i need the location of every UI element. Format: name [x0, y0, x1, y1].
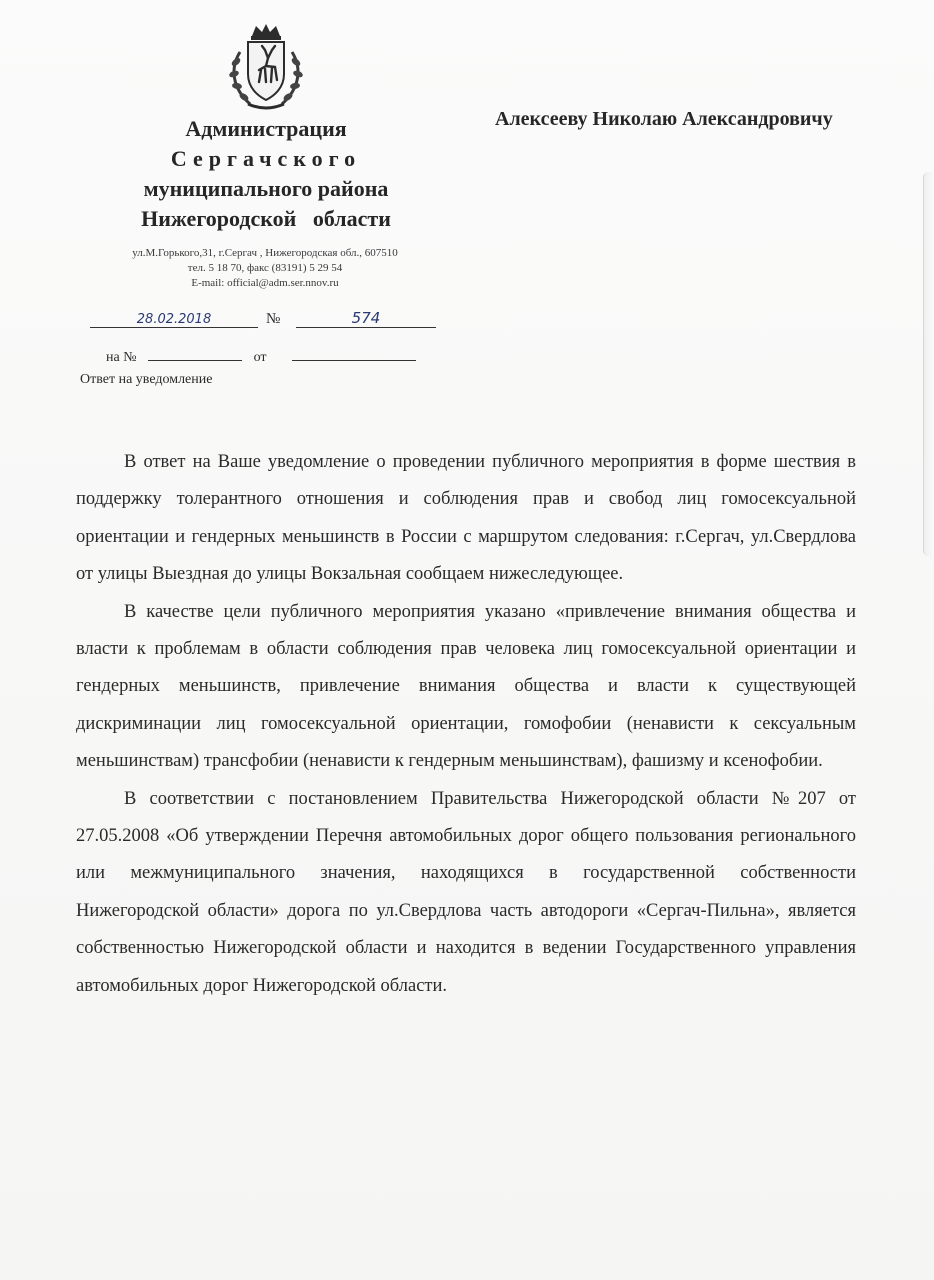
outgoing-date: 28.02.2018 [90, 312, 258, 328]
body-paragraph: В ответ на Ваше уведомление о проведении публичного мероприятия в форме шествия в поддержку толерантного отношения и соблюдения прав и свобод лиц гомосексуальной ориентации и гендерных меньшинств в России с маршрутом следования: г.Сергач, ул.Свердлова от улицы Выездная до улицы Вокзальная сообщаем нижеследующее. [76, 452, 856, 585]
letterhead-organization [96, 114, 436, 234]
body-paragraph: В соответствии с постановлением Правительства Нижегородской области №207 от 27.05.2008 «Об утверждении Перечня автомобильных дорог общего пользования регионального или межмуниципального значения, находящихся в государственной собственности Нижегородской области» дорога по ул.Свердлова часть автодороги «Сергач-Пильна», является собственностью Нижегородской области и находится в ведении Государственного управления автомобильных дорог Нижегородской области. [76, 788, 856, 996]
number-label: № [266, 311, 281, 327]
ref-number-blank [148, 360, 242, 361]
body-paragraph: В качестве цели публичного мероприятия указано «привлечение внимания общества и власти к проблемам в области соблюдения прав человека лиц гомосексуальной ориентации и гендерных меньшинств, привлечение внимания общества и власти к существующей дискриминации лиц гомосексуальной ориентации, гомофобии (ненависти к сексуальным меньшинствам) трансфобии (ненависти к гендерным меньшинствам), фашизму и ксенофобии. [76, 601, 856, 772]
org-title: Администрация [185, 116, 347, 141]
org-phone: тел. 5 18 70, факс (83191) 5 29 54 [187, 262, 343, 274]
ref-number-label: на № [106, 350, 137, 365]
ref-date-blank [292, 360, 416, 361]
registration-line [90, 304, 440, 332]
coat-of-arms-emblem [222, 22, 310, 112]
org-region: Нижегородской области [141, 206, 391, 231]
reference-line [106, 350, 436, 366]
addressee-name: Алексееву Николаю Александровичу [495, 108, 833, 130]
ref-from-label: от [253, 350, 267, 365]
outgoing-number: 574 [296, 309, 436, 328]
letterhead-contacts [82, 246, 448, 291]
org-district-type: муниципального района [143, 176, 389, 201]
org-email: E-mail: official@adm.ser.nnov.ru [191, 277, 339, 289]
org-district-name: Сергачского [170, 146, 362, 171]
letter-body [76, 444, 856, 1005]
org-address: ул.М.Горького,31, г.Сергач , Нижегородская обл., 607510 [132, 247, 398, 259]
reply-note: Ответ на уведомление [80, 372, 213, 387]
scroll-indicator[interactable] [923, 172, 934, 556]
